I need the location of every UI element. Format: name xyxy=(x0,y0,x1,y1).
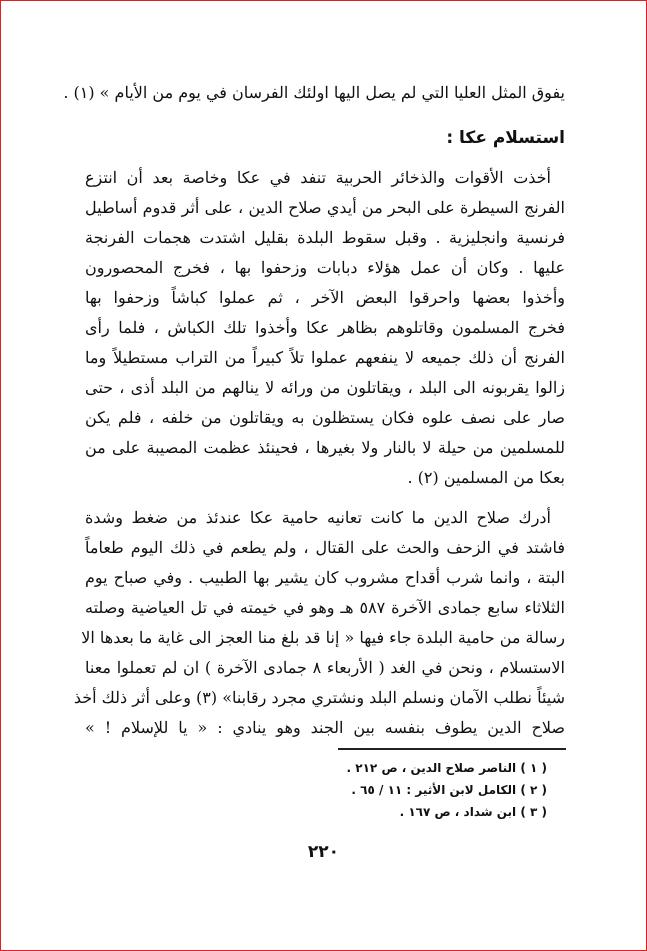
text-line: صلاح الدين يطوف بنفسه بين الجند وهو ينادي : « يا للإسلام ! » xyxy=(85,718,565,737)
section-heading: استسلام عكا : xyxy=(446,128,565,148)
footnote: ( ٢ ) الكامل لابن الأثير : ١١ / ٦٥ . xyxy=(351,783,547,797)
text-line: البتة ، وانما شرب أقداح مشروب كان يشير بها الطبيب . وفي صباح يوم xyxy=(85,568,565,587)
text-line: رسالة من حامية البلدة جاء فيها « إنا قد بلغ منا العجز الى غاية ما بعدها الا xyxy=(81,628,565,647)
paragraph-1 xyxy=(85,163,565,493)
text-line: فاشتد في الزحف والحث على القتال ، ولم يطعم في ذلك اليوم طعاماً xyxy=(85,538,565,557)
text-line: الاستسلام ، ونحن في الغد ( الأربعاء ٨ جمادى الآخرة ) ان لم تعملوا معنا xyxy=(85,658,565,677)
text-line: الفرنج أن ذلك جميعه لا ينفعهم عملوا تلاً كبيراً من التراب مستطيلاً وما xyxy=(85,348,565,367)
page-number: ٢٢٠ xyxy=(307,842,340,862)
text-line: زالوا يقربونه الى البلد ، ويقاتلون من ورائه لا ينالهم من البلد أذى ، حتى xyxy=(85,378,565,397)
footnotes xyxy=(347,757,547,823)
text-line: يفوق المثل العليا التي لم يصل اليها اولئك الفرسان في يوم من الأيام » (١) . xyxy=(63,83,565,102)
paragraph-2 xyxy=(73,503,566,743)
footnote: ( ٣ ) ابن شداد ، ص ١٦٧ . xyxy=(399,805,547,819)
text-line: شيئاً نطلب الآمان ونسلم البلد ونشتري مجرد رقابنا» (٣) وعلى أثر ذلك أخذ xyxy=(73,688,565,707)
text-line: عليها . وكان أن عمل هؤلاء دبابات وزحفوا بها ، فخرج المحصورون xyxy=(85,258,565,277)
text-line: الفرنج السيطرة على البحر من أيدي صلاح الدين ، على أثر قدوم أساطيل xyxy=(85,198,565,217)
text-line: فرنسية وانجليزية . وقبل سقوط البلدة بقليل اشتدت هجمات الفرنجة xyxy=(85,228,565,247)
text-line: صار على نصف علوه فكان يستظلون به ويقاتلون من خلفه ، فلم يكن xyxy=(85,408,565,427)
text-line: فخرج المسلمون وقاتلوهم بظاهر عكا وأخذوا تلك الكباش ، فلما رأى xyxy=(85,318,565,337)
text-line: أدرك صلاح الدين ما كانت تعانيه حامية عكا عندئذ من ضغط وشدة xyxy=(85,508,551,527)
text-line: وأخذوا بعضها واحرقوا البعض الآخر ، ثم عملوا كباشاً وزحفوا بها xyxy=(85,288,565,307)
footnote: ( ١ ) الناصر صلاح الدين ، ص ٢١٢ . xyxy=(346,761,547,775)
text-line: بعكا من المسلمين (٢) . xyxy=(407,468,565,487)
text-line: أخذت الأقوات والذخائر الحربية تنفد في عكا وخاصة بعد أن انتزع xyxy=(85,168,551,187)
text-line: للمسلمين من حيلة لا بالنار ولا بغيرها ، فحينئذ عظمت المصيبة على من xyxy=(85,438,565,457)
footnote-separator xyxy=(338,748,566,750)
intro-text xyxy=(63,78,565,108)
text-line: الثلاثاء سابع جمادى الآخرة ٥٨٧ هـ وهو في خيمته في تل العياضية وصلته xyxy=(85,598,566,617)
